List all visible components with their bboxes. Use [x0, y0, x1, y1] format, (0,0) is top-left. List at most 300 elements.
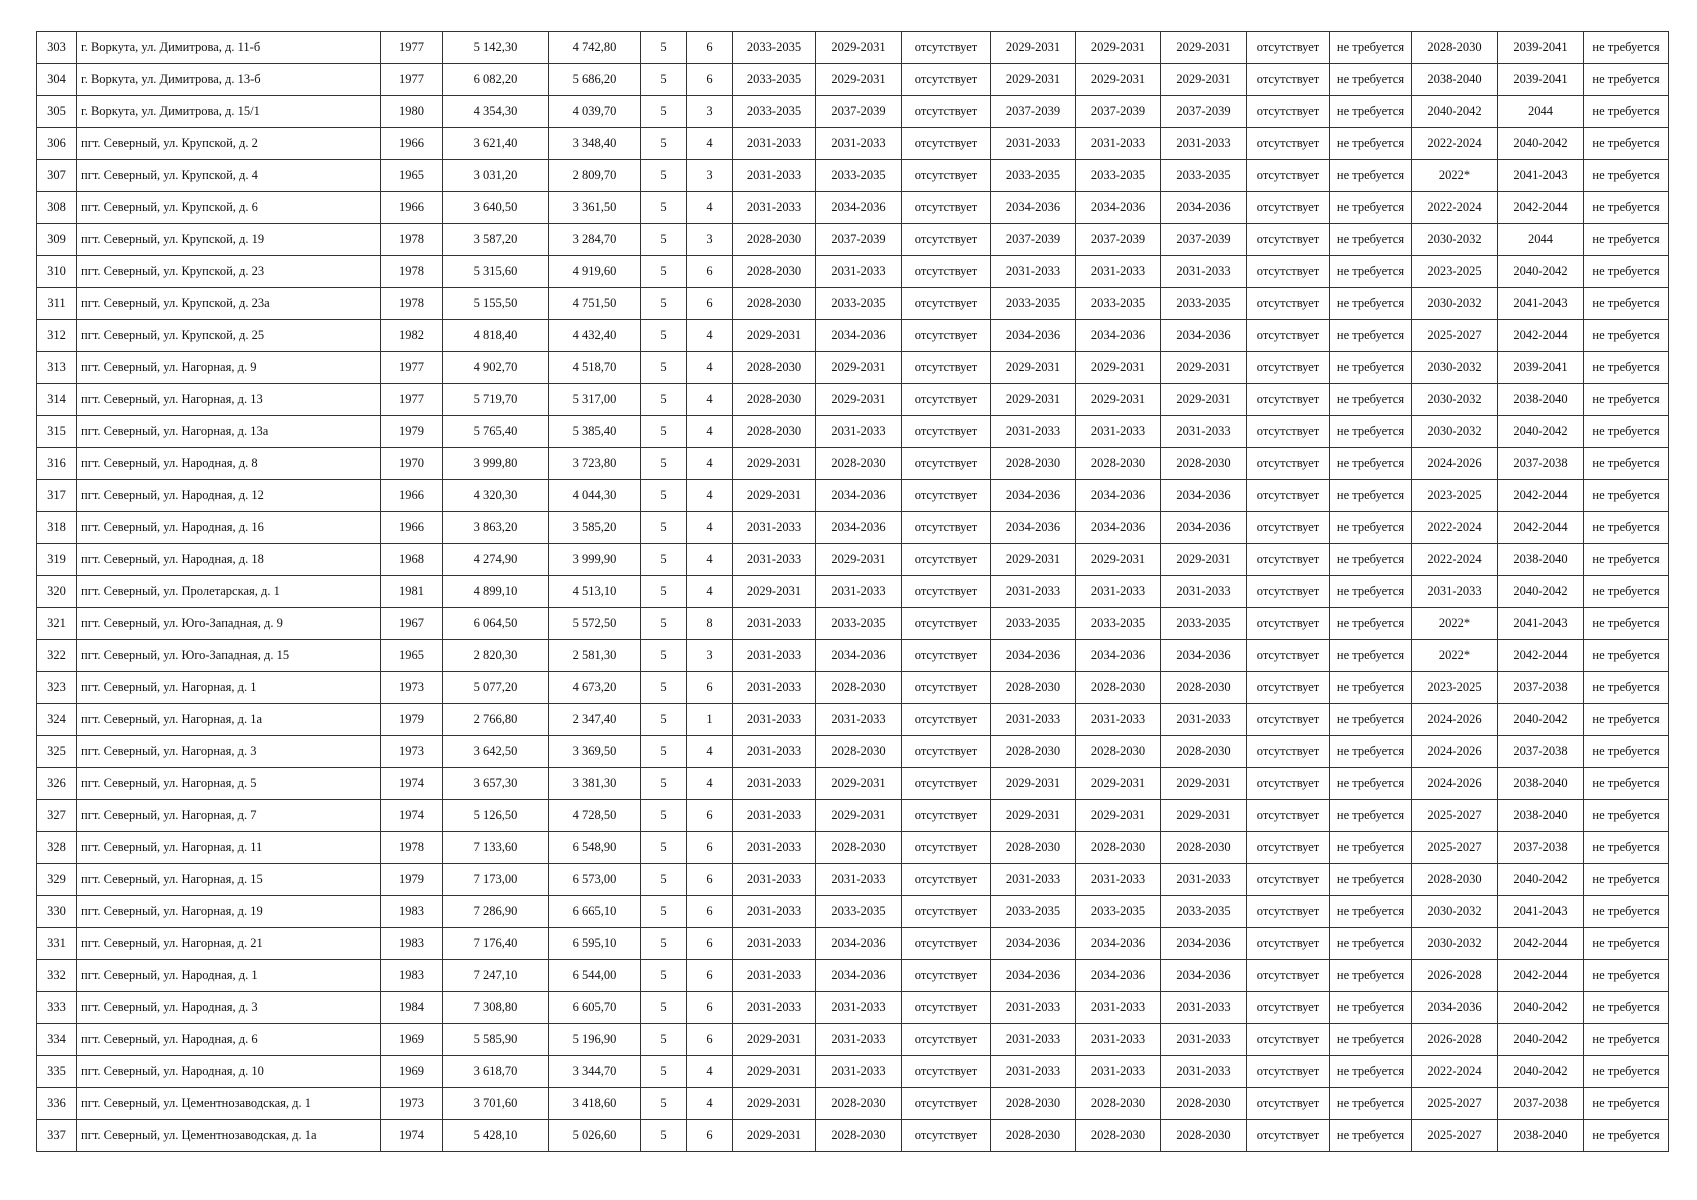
cell-c5: 2031-2033 [1076, 864, 1161, 896]
cell-living_area: 5 686,20 [549, 64, 641, 96]
cell-c11: не требуется [1584, 480, 1669, 512]
cell-c4: 2028-2030 [991, 736, 1076, 768]
cell-entrances: 4 [687, 576, 733, 608]
cell-c1: 2031-2033 [733, 768, 816, 800]
cell-c4: 2034-2036 [991, 960, 1076, 992]
cell-c5: 2028-2030 [1076, 736, 1161, 768]
cell-c2: 2031-2033 [816, 992, 902, 1024]
cell-c1: 2029-2031 [733, 1024, 816, 1056]
cell-year: 1974 [381, 1120, 443, 1152]
cell-address: г. Воркута, ул. Димитрова, д. 15/1 [77, 96, 381, 128]
cell-c11: не требуется [1584, 992, 1669, 1024]
cell-c2: 2029-2031 [816, 800, 902, 832]
cell-c1: 2031-2033 [733, 992, 816, 1024]
cell-c3: отсутствует [902, 896, 991, 928]
cell-c7: отсутствует [1247, 608, 1330, 640]
cell-total_area: 5 585,90 [443, 1024, 549, 1056]
cell-c1: 2028-2030 [733, 256, 816, 288]
cell-c8: не требуется [1330, 256, 1412, 288]
cell-c2: 2034-2036 [816, 192, 902, 224]
cell-address: пгт. Северный, ул. Крупской, д. 23а [77, 288, 381, 320]
cell-c9: 2030-2032 [1412, 224, 1498, 256]
cell-c7: отсутствует [1247, 960, 1330, 992]
cell-entrances: 6 [687, 672, 733, 704]
cell-floors: 5 [641, 704, 687, 736]
cell-c5: 2034-2036 [1076, 928, 1161, 960]
cell-c1: 2029-2031 [733, 1120, 816, 1152]
table-row [37, 672, 1669, 704]
cell-c10: 2037-2038 [1498, 832, 1584, 864]
cell-c10: 2042-2044 [1498, 480, 1584, 512]
table-body [37, 32, 1669, 1152]
cell-entrances: 6 [687, 928, 733, 960]
cell-c6: 2033-2035 [1161, 896, 1247, 928]
cell-c6: 2031-2033 [1161, 576, 1247, 608]
cell-c8: не требуется [1330, 864, 1412, 896]
cell-entrances: 6 [687, 1024, 733, 1056]
cell-c9: 2026-2028 [1412, 960, 1498, 992]
cell-c1: 2033-2035 [733, 32, 816, 64]
cell-c11: не требуется [1584, 864, 1669, 896]
cell-num: 311 [37, 288, 77, 320]
cell-c5: 2029-2031 [1076, 384, 1161, 416]
cell-entrances: 4 [687, 128, 733, 160]
table-row [37, 928, 1669, 960]
cell-c9: 2023-2025 [1412, 480, 1498, 512]
cell-c3: отсутствует [902, 160, 991, 192]
cell-c2: 2033-2035 [816, 160, 902, 192]
cell-num: 334 [37, 1024, 77, 1056]
cell-living_area: 5 572,50 [549, 608, 641, 640]
cell-living_area: 6 595,10 [549, 928, 641, 960]
cell-year: 1973 [381, 672, 443, 704]
cell-entrances: 6 [687, 864, 733, 896]
table-row [37, 992, 1669, 1024]
cell-c8: не требуется [1330, 288, 1412, 320]
cell-num: 314 [37, 384, 77, 416]
cell-living_area: 6 665,10 [549, 896, 641, 928]
cell-c6: 2031-2033 [1161, 704, 1247, 736]
cell-c1: 2031-2033 [733, 608, 816, 640]
cell-c10: 2040-2042 [1498, 576, 1584, 608]
cell-c8: не требуется [1330, 96, 1412, 128]
cell-num: 308 [37, 192, 77, 224]
cell-c10: 2042-2044 [1498, 192, 1584, 224]
cell-total_area: 5 719,70 [443, 384, 549, 416]
cell-c3: отсутствует [902, 192, 991, 224]
cell-c7: отсутствует [1247, 384, 1330, 416]
cell-c4: 2029-2031 [991, 544, 1076, 576]
cell-entrances: 4 [687, 320, 733, 352]
cell-c8: не требуется [1330, 32, 1412, 64]
housing-table [36, 31, 1669, 1152]
cell-c7: отсутствует [1247, 896, 1330, 928]
cell-floors: 5 [641, 224, 687, 256]
cell-c9: 2022-2024 [1412, 544, 1498, 576]
cell-entrances: 4 [687, 768, 733, 800]
table-row [37, 480, 1669, 512]
cell-living_area: 5 026,60 [549, 1120, 641, 1152]
cell-c1: 2033-2035 [733, 64, 816, 96]
cell-floors: 5 [641, 288, 687, 320]
cell-num: 337 [37, 1120, 77, 1152]
cell-address: пгт. Северный, ул. Крупской, д. 4 [77, 160, 381, 192]
cell-c1: 2028-2030 [733, 384, 816, 416]
cell-c6: 2028-2030 [1161, 1120, 1247, 1152]
cell-c3: отсутствует [902, 64, 991, 96]
cell-c6: 2029-2031 [1161, 800, 1247, 832]
cell-c8: не требуется [1330, 960, 1412, 992]
cell-floors: 5 [641, 128, 687, 160]
cell-num: 331 [37, 928, 77, 960]
cell-year: 1969 [381, 1024, 443, 1056]
cell-entrances: 4 [687, 384, 733, 416]
cell-living_area: 4 728,50 [549, 800, 641, 832]
cell-c8: не требуется [1330, 320, 1412, 352]
cell-c5: 2031-2033 [1076, 256, 1161, 288]
cell-year: 1974 [381, 800, 443, 832]
cell-c2: 2034-2036 [816, 512, 902, 544]
cell-c3: отсутствует [902, 480, 991, 512]
cell-total_area: 4 274,90 [443, 544, 549, 576]
cell-total_area: 7 133,60 [443, 832, 549, 864]
cell-c2: 2028-2030 [816, 1088, 902, 1120]
cell-c7: отсутствует [1247, 544, 1330, 576]
cell-year: 1978 [381, 224, 443, 256]
cell-floors: 5 [641, 320, 687, 352]
cell-total_area: 3 999,80 [443, 448, 549, 480]
cell-c2: 2033-2035 [816, 288, 902, 320]
cell-c6: 2037-2039 [1161, 96, 1247, 128]
cell-c11: не требуется [1584, 224, 1669, 256]
cell-c3: отсутствует [902, 448, 991, 480]
cell-c6: 2031-2033 [1161, 864, 1247, 896]
cell-num: 315 [37, 416, 77, 448]
cell-c5: 2028-2030 [1076, 672, 1161, 704]
cell-c5: 2033-2035 [1076, 896, 1161, 928]
cell-c11: не требуется [1584, 768, 1669, 800]
cell-year: 1983 [381, 896, 443, 928]
cell-c10: 2041-2043 [1498, 608, 1584, 640]
cell-total_area: 5 428,10 [443, 1120, 549, 1152]
cell-num: 303 [37, 32, 77, 64]
cell-c9: 2025-2027 [1412, 320, 1498, 352]
cell-c8: не требуется [1330, 608, 1412, 640]
cell-total_area: 5 765,40 [443, 416, 549, 448]
cell-c5: 2034-2036 [1076, 960, 1161, 992]
cell-entrances: 4 [687, 512, 733, 544]
cell-c3: отсутствует [902, 768, 991, 800]
cell-floors: 5 [641, 480, 687, 512]
cell-c7: отсутствует [1247, 832, 1330, 864]
table-row [37, 160, 1669, 192]
cell-living_area: 3 585,20 [549, 512, 641, 544]
cell-c2: 2034-2036 [816, 960, 902, 992]
cell-total_area: 3 657,30 [443, 768, 549, 800]
cell-c4: 2031-2033 [991, 256, 1076, 288]
cell-living_area: 4 432,40 [549, 320, 641, 352]
cell-address: пгт. Северный, ул. Народная, д. 12 [77, 480, 381, 512]
cell-c9: 2026-2028 [1412, 1024, 1498, 1056]
cell-entrances: 4 [687, 480, 733, 512]
cell-c11: не требуется [1584, 416, 1669, 448]
cell-c4: 2031-2033 [991, 416, 1076, 448]
table-row [37, 288, 1669, 320]
cell-entrances: 4 [687, 736, 733, 768]
cell-c6: 2034-2036 [1161, 320, 1247, 352]
cell-c8: не требуется [1330, 416, 1412, 448]
cell-c2: 2034-2036 [816, 320, 902, 352]
cell-entrances: 3 [687, 96, 733, 128]
cell-year: 1977 [381, 384, 443, 416]
cell-c8: не требуется [1330, 192, 1412, 224]
cell-living_area: 6 548,90 [549, 832, 641, 864]
cell-c11: не требуется [1584, 352, 1669, 384]
cell-c9: 2030-2032 [1412, 928, 1498, 960]
cell-c4: 2033-2035 [991, 160, 1076, 192]
cell-c2: 2028-2030 [816, 832, 902, 864]
table-row [37, 640, 1669, 672]
cell-entrances: 4 [687, 352, 733, 384]
cell-c2: 2029-2031 [816, 768, 902, 800]
cell-c1: 2031-2033 [733, 864, 816, 896]
cell-entrances: 4 [687, 448, 733, 480]
cell-entrances: 6 [687, 800, 733, 832]
cell-c7: отсутствует [1247, 224, 1330, 256]
cell-c7: отсутствует [1247, 128, 1330, 160]
cell-c8: не требуется [1330, 640, 1412, 672]
cell-c11: не требуется [1584, 608, 1669, 640]
cell-c5: 2031-2033 [1076, 704, 1161, 736]
cell-address: пгт. Северный, ул. Крупской, д. 25 [77, 320, 381, 352]
cell-living_area: 3 361,50 [549, 192, 641, 224]
table-row [37, 128, 1669, 160]
cell-floors: 5 [641, 192, 687, 224]
cell-floors: 5 [641, 64, 687, 96]
cell-c8: не требуется [1330, 1056, 1412, 1088]
cell-floors: 5 [641, 576, 687, 608]
cell-c5: 2031-2033 [1076, 416, 1161, 448]
table-row [37, 1056, 1669, 1088]
cell-living_area: 6 544,00 [549, 960, 641, 992]
cell-c5: 2037-2039 [1076, 96, 1161, 128]
cell-c10: 2044 [1498, 224, 1584, 256]
cell-c3: отсутствует [902, 672, 991, 704]
cell-c1: 2029-2031 [733, 320, 816, 352]
cell-c11: не требуется [1584, 800, 1669, 832]
cell-c10: 2038-2040 [1498, 800, 1584, 832]
cell-c6: 2034-2036 [1161, 928, 1247, 960]
cell-address: г. Воркута, ул. Димитрова, д. 11-б [77, 32, 381, 64]
cell-c9: 2030-2032 [1412, 384, 1498, 416]
table-row [37, 1024, 1669, 1056]
cell-c5: 2033-2035 [1076, 160, 1161, 192]
cell-total_area: 2 766,80 [443, 704, 549, 736]
cell-c8: не требуется [1330, 1120, 1412, 1152]
cell-c2: 2031-2033 [816, 864, 902, 896]
cell-floors: 5 [641, 512, 687, 544]
cell-c8: не требуется [1330, 800, 1412, 832]
cell-c10: 2040-2042 [1498, 416, 1584, 448]
cell-c8: не требуется [1330, 672, 1412, 704]
cell-c10: 2037-2038 [1498, 1088, 1584, 1120]
cell-c3: отсутствует [902, 128, 991, 160]
cell-c8: не требуется [1330, 704, 1412, 736]
cell-living_area: 4 044,30 [549, 480, 641, 512]
cell-c11: не требуется [1584, 32, 1669, 64]
cell-c7: отсутствует [1247, 576, 1330, 608]
cell-floors: 5 [641, 32, 687, 64]
cell-c7: отсутствует [1247, 640, 1330, 672]
cell-num: 329 [37, 864, 77, 896]
cell-c5: 2028-2030 [1076, 1120, 1161, 1152]
cell-c7: отсутствует [1247, 480, 1330, 512]
cell-c5: 2028-2030 [1076, 448, 1161, 480]
cell-c10: 2040-2042 [1498, 128, 1584, 160]
cell-c1: 2029-2031 [733, 1088, 816, 1120]
cell-c8: не требуется [1330, 832, 1412, 864]
cell-entrances: 6 [687, 960, 733, 992]
cell-c1: 2029-2031 [733, 448, 816, 480]
cell-c11: не требуется [1584, 1056, 1669, 1088]
cell-entrances: 6 [687, 64, 733, 96]
cell-c4: 2034-2036 [991, 512, 1076, 544]
cell-c10: 2042-2044 [1498, 960, 1584, 992]
cell-c10: 2039-2041 [1498, 352, 1584, 384]
cell-total_area: 5 126,50 [443, 800, 549, 832]
cell-c9: 2022* [1412, 608, 1498, 640]
cell-c3: отсутствует [902, 832, 991, 864]
cell-c4: 2029-2031 [991, 800, 1076, 832]
cell-living_area: 3 344,70 [549, 1056, 641, 1088]
cell-entrances: 4 [687, 1088, 733, 1120]
cell-total_area: 7 247,10 [443, 960, 549, 992]
cell-c9: 2025-2027 [1412, 1088, 1498, 1120]
cell-c9: 2034-2036 [1412, 992, 1498, 1024]
cell-num: 330 [37, 896, 77, 928]
cell-c8: не требуется [1330, 512, 1412, 544]
cell-entrances: 6 [687, 32, 733, 64]
cell-c8: не требуется [1330, 576, 1412, 608]
cell-c5: 2029-2031 [1076, 32, 1161, 64]
cell-c5: 2031-2033 [1076, 1056, 1161, 1088]
cell-floors: 5 [641, 1056, 687, 1088]
cell-year: 1977 [381, 32, 443, 64]
cell-c2: 2028-2030 [816, 1120, 902, 1152]
cell-c7: отсутствует [1247, 64, 1330, 96]
cell-c6: 2029-2031 [1161, 768, 1247, 800]
table-row [37, 256, 1669, 288]
cell-c10: 2039-2041 [1498, 64, 1584, 96]
cell-num: 307 [37, 160, 77, 192]
cell-c5: 2034-2036 [1076, 512, 1161, 544]
cell-c10: 2038-2040 [1498, 544, 1584, 576]
cell-entrances: 4 [687, 192, 733, 224]
cell-c1: 2028-2030 [733, 224, 816, 256]
cell-floors: 5 [641, 608, 687, 640]
cell-num: 332 [37, 960, 77, 992]
cell-address: пгт. Северный, ул. Крупской, д. 2 [77, 128, 381, 160]
cell-num: 316 [37, 448, 77, 480]
cell-c3: отсутствует [902, 704, 991, 736]
cell-c8: не требуется [1330, 352, 1412, 384]
cell-c6: 2029-2031 [1161, 32, 1247, 64]
cell-c11: не требуется [1584, 896, 1669, 928]
cell-address: пгт. Северный, ул. Нагорная, д. 7 [77, 800, 381, 832]
cell-c3: отсутствует [902, 736, 991, 768]
cell-year: 1965 [381, 640, 443, 672]
cell-address: пгт. Северный, ул. Крупской, д. 6 [77, 192, 381, 224]
cell-c7: отсутствует [1247, 768, 1330, 800]
cell-c11: не требуется [1584, 928, 1669, 960]
cell-floors: 5 [641, 384, 687, 416]
cell-total_area: 3 621,40 [443, 128, 549, 160]
cell-floors: 5 [641, 736, 687, 768]
cell-address: пгт. Северный, ул. Нагорная, д. 3 [77, 736, 381, 768]
cell-c4: 2034-2036 [991, 480, 1076, 512]
cell-c10: 2041-2043 [1498, 288, 1584, 320]
cell-num: 312 [37, 320, 77, 352]
cell-c10: 2041-2043 [1498, 160, 1584, 192]
cell-num: 323 [37, 672, 77, 704]
table-row [37, 416, 1669, 448]
cell-living_area: 5 385,40 [549, 416, 641, 448]
table-row [37, 64, 1669, 96]
cell-num: 333 [37, 992, 77, 1024]
cell-c9: 2040-2042 [1412, 96, 1498, 128]
table-row [37, 448, 1669, 480]
cell-c5: 2033-2035 [1076, 608, 1161, 640]
cell-address: пгт. Северный, ул. Цементнозаводская, д. 1а [77, 1120, 381, 1152]
cell-year: 1977 [381, 64, 443, 96]
cell-entrances: 3 [687, 640, 733, 672]
cell-living_area: 3 723,80 [549, 448, 641, 480]
cell-c10: 2040-2042 [1498, 1024, 1584, 1056]
table-row [37, 832, 1669, 864]
cell-c9: 2025-2027 [1412, 800, 1498, 832]
cell-address: пгт. Северный, ул. Крупской, д. 19 [77, 224, 381, 256]
cell-c4: 2028-2030 [991, 1120, 1076, 1152]
cell-address: пгт. Северный, ул. Нагорная, д. 19 [77, 896, 381, 928]
cell-entrances: 4 [687, 1056, 733, 1088]
cell-living_area: 2 581,30 [549, 640, 641, 672]
cell-c9: 2022-2024 [1412, 192, 1498, 224]
cell-c11: не требуется [1584, 160, 1669, 192]
cell-c4: 2028-2030 [991, 832, 1076, 864]
table-row [37, 320, 1669, 352]
cell-c4: 2037-2039 [991, 96, 1076, 128]
cell-address: пгт. Северный, ул. Крупской, д. 23 [77, 256, 381, 288]
cell-living_area: 4 673,20 [549, 672, 641, 704]
cell-floors: 5 [641, 352, 687, 384]
cell-year: 1973 [381, 736, 443, 768]
cell-c6: 2033-2035 [1161, 160, 1247, 192]
cell-c9: 2028-2030 [1412, 32, 1498, 64]
cell-c5: 2034-2036 [1076, 192, 1161, 224]
cell-c4: 2034-2036 [991, 320, 1076, 352]
cell-c2: 2031-2033 [816, 704, 902, 736]
cell-c5: 2028-2030 [1076, 1088, 1161, 1120]
cell-year: 1980 [381, 96, 443, 128]
cell-year: 1968 [381, 544, 443, 576]
cell-c1: 2029-2031 [733, 1056, 816, 1088]
cell-c6: 2031-2033 [1161, 1024, 1247, 1056]
cell-floors: 5 [641, 896, 687, 928]
cell-c4: 2028-2030 [991, 672, 1076, 704]
cell-c6: 2031-2033 [1161, 128, 1247, 160]
cell-floors: 5 [641, 416, 687, 448]
cell-entrances: 6 [687, 1120, 733, 1152]
